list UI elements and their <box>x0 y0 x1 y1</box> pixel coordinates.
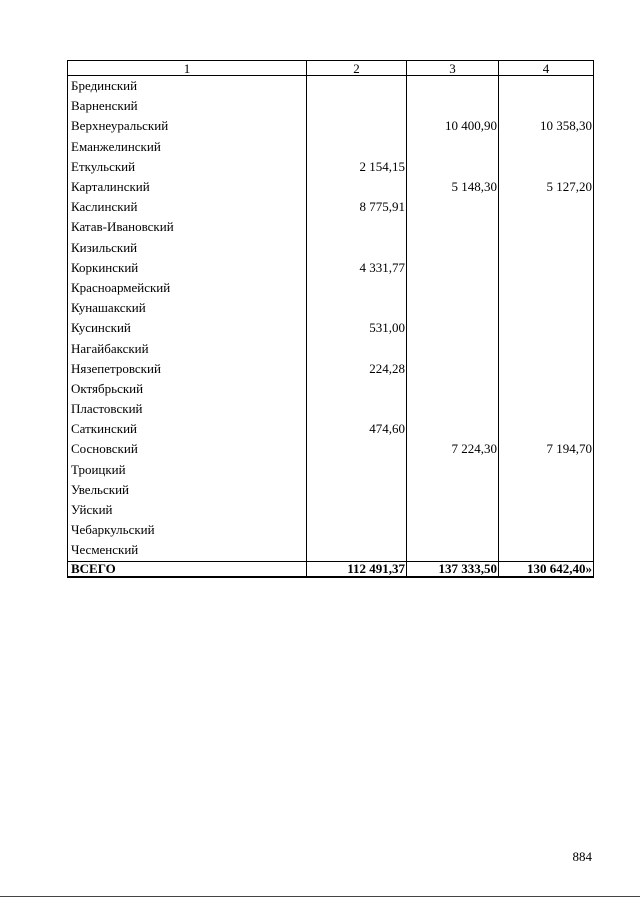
value-col3: 7 224,30 <box>407 439 499 459</box>
total-value-col3: 137 333,50 <box>407 561 499 577</box>
value-col2 <box>307 238 407 258</box>
table-row <box>68 96 594 116</box>
table-row <box>68 318 594 338</box>
table-row <box>68 460 594 480</box>
value-col3 <box>407 359 499 379</box>
value-col2 <box>307 338 407 358</box>
value-col4 <box>499 338 594 358</box>
value-col3 <box>407 500 499 520</box>
value-col4: 7 194,70 <box>499 439 594 459</box>
district-name: Карталинский <box>68 177 307 197</box>
table-row <box>68 379 594 399</box>
district-name: Кизильский <box>68 238 307 258</box>
value-col2 <box>307 520 407 540</box>
budget-table <box>67 60 594 578</box>
value-col4 <box>499 278 594 298</box>
value-col3: 10 400,90 <box>407 116 499 136</box>
value-col2: 8 775,91 <box>307 197 407 217</box>
table-row <box>68 116 594 136</box>
value-col3 <box>407 540 499 561</box>
value-col2 <box>307 217 407 237</box>
value-col2 <box>307 480 407 500</box>
value-col3 <box>407 76 499 97</box>
value-col3 <box>407 137 499 157</box>
district-name: Уйский <box>68 500 307 520</box>
district-name: Еткульский <box>68 157 307 177</box>
value-col2 <box>307 76 407 97</box>
value-col4: 5 127,20 <box>499 177 594 197</box>
value-col4 <box>499 500 594 520</box>
value-col3 <box>407 157 499 177</box>
value-col4 <box>499 217 594 237</box>
district-name: Саткинский <box>68 419 307 439</box>
district-name: Брединский <box>68 76 307 97</box>
district-name: Чебаркульский <box>68 520 307 540</box>
value-col2 <box>307 278 407 298</box>
value-col3 <box>407 399 499 419</box>
district-name: Катав-Ивановский <box>68 217 307 237</box>
value-col4 <box>499 137 594 157</box>
table-row <box>68 338 594 358</box>
value-col2 <box>307 399 407 419</box>
value-col2: 4 331,77 <box>307 258 407 278</box>
table-row <box>68 258 594 278</box>
column-header-2: 2 <box>307 61 407 76</box>
column-header-3: 3 <box>407 61 499 76</box>
table-body <box>68 76 594 562</box>
value-col4 <box>499 238 594 258</box>
district-name: Красноармейский <box>68 278 307 298</box>
table-row <box>68 359 594 379</box>
value-col2 <box>307 137 407 157</box>
value-col3 <box>407 258 499 278</box>
table-row <box>68 137 594 157</box>
district-name: Кунашакский <box>68 298 307 318</box>
column-header-1: 1 <box>68 61 307 76</box>
value-col4 <box>499 480 594 500</box>
district-name: Октябрьский <box>68 379 307 399</box>
value-col2 <box>307 540 407 561</box>
value-col3 <box>407 238 499 258</box>
table-row <box>68 217 594 237</box>
district-name: Чесменский <box>68 540 307 561</box>
district-name: Коркинский <box>68 258 307 278</box>
table-row <box>68 177 594 197</box>
value-col3 <box>407 460 499 480</box>
value-col2 <box>307 177 407 197</box>
table-total-row <box>68 561 594 577</box>
district-name: Нязепетровский <box>68 359 307 379</box>
value-col4 <box>499 540 594 561</box>
value-col3 <box>407 520 499 540</box>
district-name: Пластовский <box>68 399 307 419</box>
value-col2 <box>307 116 407 136</box>
value-col4 <box>499 359 594 379</box>
table-row <box>68 197 594 217</box>
total-value-col2: 112 491,37 <box>307 561 407 577</box>
value-col2: 531,00 <box>307 318 407 338</box>
value-col4 <box>499 460 594 480</box>
value-col2 <box>307 379 407 399</box>
value-col4 <box>499 419 594 439</box>
table-row <box>68 520 594 540</box>
district-name: Верхнеуральский <box>68 116 307 136</box>
value-col2 <box>307 460 407 480</box>
table-row <box>68 76 594 97</box>
district-name: Варненский <box>68 96 307 116</box>
value-col4 <box>499 96 594 116</box>
value-col3 <box>407 419 499 439</box>
value-col2 <box>307 96 407 116</box>
value-col3 <box>407 278 499 298</box>
page-number: 884 <box>572 849 592 864</box>
value-col4 <box>499 318 594 338</box>
total-value-col4: 130 642,40» <box>499 561 594 577</box>
value-col3 <box>407 480 499 500</box>
value-col3 <box>407 338 499 358</box>
table-row <box>68 399 594 419</box>
value-col4: 10 358,30 <box>499 116 594 136</box>
value-col4 <box>499 197 594 217</box>
table-row <box>68 480 594 500</box>
value-col3 <box>407 96 499 116</box>
value-col3 <box>407 197 499 217</box>
table-row <box>68 278 594 298</box>
table-row <box>68 540 594 561</box>
table-row <box>68 298 594 318</box>
table-row <box>68 439 594 459</box>
value-col4 <box>499 520 594 540</box>
value-col3 <box>407 298 499 318</box>
value-col4 <box>499 76 594 97</box>
district-name: Еманжелинский <box>68 137 307 157</box>
value-col3: 5 148,30 <box>407 177 499 197</box>
district-name: Увельский <box>68 480 307 500</box>
district-name: Сосновский <box>68 439 307 459</box>
table-header-row <box>68 61 594 76</box>
value-col2 <box>307 298 407 318</box>
value-col2: 224,28 <box>307 359 407 379</box>
value-col2: 2 154,15 <box>307 157 407 177</box>
total-label: ВСЕГО <box>68 561 307 577</box>
column-header-4: 4 <box>499 61 594 76</box>
table-row <box>68 500 594 520</box>
value-col2 <box>307 439 407 459</box>
table-row <box>68 157 594 177</box>
value-col3 <box>407 318 499 338</box>
value-col4 <box>499 157 594 177</box>
district-name: Троицкий <box>68 460 307 480</box>
table-row <box>68 238 594 258</box>
value-col2: 474,60 <box>307 419 407 439</box>
bottom-divider <box>0 896 640 897</box>
district-name: Нагайбакский <box>68 338 307 358</box>
value-col3 <box>407 379 499 399</box>
value-col4 <box>499 258 594 278</box>
value-col4 <box>499 298 594 318</box>
value-col2 <box>307 500 407 520</box>
district-name: Кусинский <box>68 318 307 338</box>
value-col4 <box>499 379 594 399</box>
value-col3 <box>407 217 499 237</box>
district-name: Каслинский <box>68 197 307 217</box>
value-col4 <box>499 399 594 419</box>
table-row <box>68 419 594 439</box>
